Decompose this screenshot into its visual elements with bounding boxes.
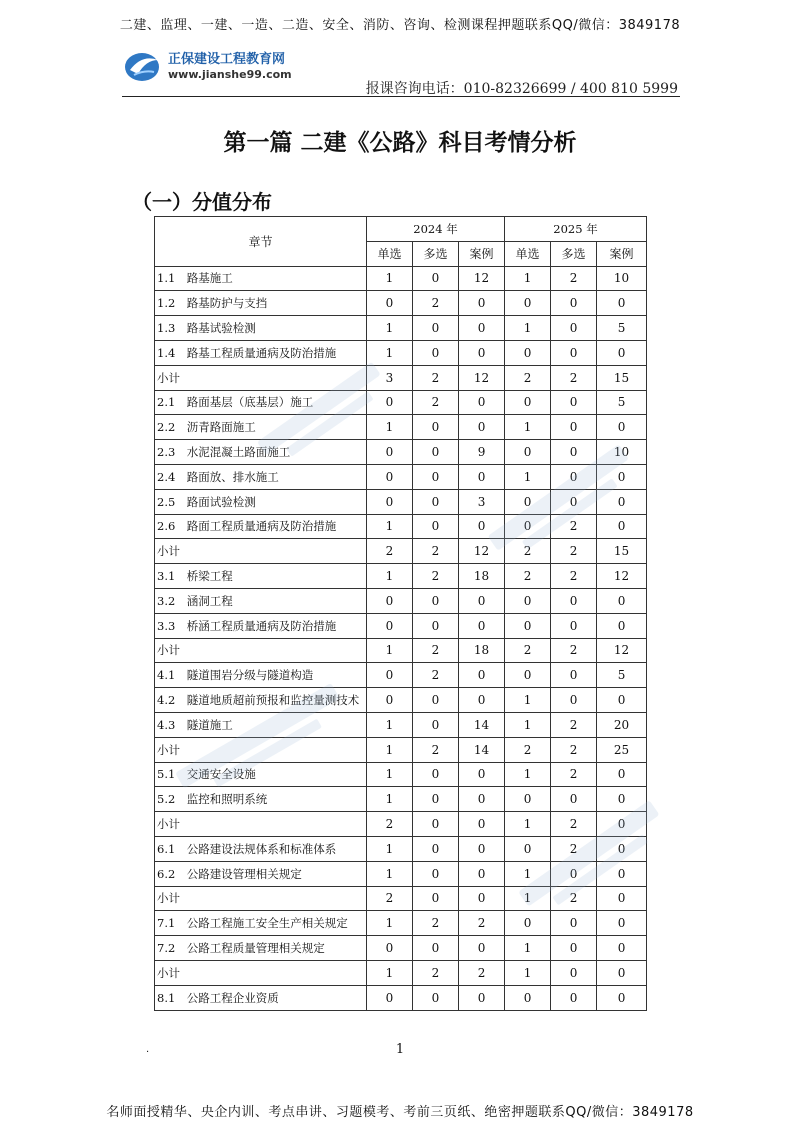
chapter-cell: 小计 <box>155 812 367 837</box>
score-cell: 2 <box>413 291 459 316</box>
score-cell: 1 <box>367 638 413 663</box>
score-cell: 0 <box>597 886 647 911</box>
table-row <box>155 291 647 316</box>
score-cell: 3 <box>459 489 505 514</box>
header-year-2025: 2025 年 <box>505 217 647 242</box>
score-cell: 2 <box>551 762 597 787</box>
score-cell: 0 <box>597 514 647 539</box>
score-cell: 12 <box>459 539 505 564</box>
chapter-cell: 5.1 交通安全设施 <box>155 762 367 787</box>
score-cell: 0 <box>459 886 505 911</box>
score-cell: 10 <box>597 266 647 291</box>
score-cell: 0 <box>459 936 505 961</box>
score-cell: 2 <box>413 638 459 663</box>
score-cell: 0 <box>505 489 551 514</box>
score-cell: 0 <box>413 316 459 341</box>
table-row <box>155 613 647 638</box>
score-cell: 2 <box>413 911 459 936</box>
score-cell: 0 <box>551 787 597 812</box>
score-cell: 0 <box>413 464 459 489</box>
logo-brand: 正保建设工程教育网 <box>168 52 286 67</box>
score-cell: 2 <box>505 539 551 564</box>
score-cell: 0 <box>413 861 459 886</box>
score-cell: 0 <box>597 489 647 514</box>
score-cell: 1 <box>367 762 413 787</box>
score-cell: 0 <box>597 340 647 365</box>
score-cell: 0 <box>551 390 597 415</box>
score-cell: 0 <box>597 836 647 861</box>
score-cell: 0 <box>551 316 597 341</box>
subheader-cell: 单选 <box>367 241 413 266</box>
score-cell: 0 <box>459 613 505 638</box>
score-cell: 2 <box>413 539 459 564</box>
score-cell: 2 <box>367 812 413 837</box>
page-title: 第一篇 二建《公路》科目考情分析 <box>223 130 577 156</box>
score-cell: 2 <box>551 812 597 837</box>
score-cell: 2 <box>413 390 459 415</box>
score-cell: 14 <box>459 712 505 737</box>
chapter-cell: 1.1 路基施工 <box>155 266 367 291</box>
table-row <box>155 737 647 762</box>
score-cell: 1 <box>367 266 413 291</box>
chapter-cell: 2.2 沥青路面施工 <box>155 415 367 440</box>
table-row <box>155 638 647 663</box>
chapter-cell: 小计 <box>155 886 367 911</box>
score-cell: 0 <box>367 489 413 514</box>
score-cell: 0 <box>459 390 505 415</box>
table-row <box>155 985 647 1010</box>
score-cell: 0 <box>505 985 551 1010</box>
score-cell: 0 <box>597 861 647 886</box>
header-year-2024: 2024 年 <box>367 217 505 242</box>
score-cell: 1 <box>505 688 551 713</box>
score-cell: 5 <box>597 390 647 415</box>
score-cell: 2 <box>413 365 459 390</box>
score-cell: 0 <box>413 787 459 812</box>
score-cell: 3 <box>367 365 413 390</box>
score-cell: 0 <box>459 514 505 539</box>
table-row <box>155 390 647 415</box>
score-cell: 0 <box>597 688 647 713</box>
score-cell: 0 <box>597 588 647 613</box>
score-cell: 2 <box>551 712 597 737</box>
score-cell: 18 <box>459 638 505 663</box>
score-cell: 0 <box>597 985 647 1010</box>
score-cell: 0 <box>551 911 597 936</box>
score-cell: 1 <box>367 960 413 985</box>
score-cell: 2 <box>367 886 413 911</box>
score-cell: 0 <box>551 489 597 514</box>
score-cell: 0 <box>413 886 459 911</box>
score-cell: 0 <box>413 340 459 365</box>
chapter-cell: 4.2 隧道地质超前预报和监控量测技术 <box>155 688 367 713</box>
hotline: 报课咨询电话：010-82326699 / 400 810 5999 <box>365 81 678 97</box>
table-row <box>155 464 647 489</box>
subheader-cell: 多选 <box>551 241 597 266</box>
score-cell: 1 <box>505 712 551 737</box>
score-cell: 0 <box>413 812 459 837</box>
table-row <box>155 688 647 713</box>
site-logo[interactable] <box>124 48 344 88</box>
score-cell: 0 <box>597 464 647 489</box>
chapter-cell: 4.3 隧道施工 <box>155 712 367 737</box>
table-row <box>155 861 647 886</box>
chapter-cell: 2.3 水泥混凝土路面施工 <box>155 440 367 465</box>
page-number: 1 <box>395 1042 405 1057</box>
score-cell: 9 <box>459 440 505 465</box>
score-cell: 0 <box>505 390 551 415</box>
table-row <box>155 787 647 812</box>
chapter-cell: 2.6 路面工程质量通病及防治措施 <box>155 514 367 539</box>
score-cell: 1 <box>367 340 413 365</box>
chapter-cell: 1.4 路基工程质量通病及防治措施 <box>155 340 367 365</box>
score-cell: 2 <box>413 663 459 688</box>
chapter-cell: 3.3 桥涵工程质量通病及防治措施 <box>155 613 367 638</box>
score-cell: 0 <box>459 985 505 1010</box>
score-cell: 2 <box>551 886 597 911</box>
score-cell: 0 <box>597 812 647 837</box>
logo-swoosh-icon <box>124 50 164 84</box>
score-cell: 0 <box>551 688 597 713</box>
table-row <box>155 886 647 911</box>
score-cell: 2 <box>551 266 597 291</box>
score-cell: 1 <box>505 936 551 961</box>
score-cell: 0 <box>413 613 459 638</box>
chapter-cell: 4.1 隧道围岩分级与隧道构造 <box>155 663 367 688</box>
score-cell: 0 <box>505 588 551 613</box>
subheader-cell: 案例 <box>459 241 505 266</box>
score-cell: 0 <box>413 440 459 465</box>
score-distribution-table <box>154 216 647 1011</box>
score-cell: 2 <box>551 564 597 589</box>
score-cell: 1 <box>367 737 413 762</box>
score-cell: 2 <box>413 564 459 589</box>
table-row <box>155 489 647 514</box>
chapter-cell: 6.2 公路建设管理相关规定 <box>155 861 367 886</box>
subheader-cell: 单选 <box>505 241 551 266</box>
score-cell: 0 <box>597 787 647 812</box>
score-cell: 18 <box>459 564 505 589</box>
score-cell: 2 <box>505 737 551 762</box>
table-row <box>155 663 647 688</box>
table-body <box>155 266 647 1010</box>
header-chapter: 章节 <box>155 217 367 267</box>
section-heading: （一）分值分布 <box>132 190 272 214</box>
score-cell: 0 <box>551 960 597 985</box>
score-cell: 0 <box>459 340 505 365</box>
score-cell: 0 <box>459 663 505 688</box>
chapter-cell: 小计 <box>155 737 367 762</box>
score-cell: 0 <box>551 588 597 613</box>
score-cell: 12 <box>597 564 647 589</box>
score-cell: 0 <box>459 836 505 861</box>
chapter-cell: 5.2 监控和照明系统 <box>155 787 367 812</box>
score-cell: 0 <box>367 291 413 316</box>
score-cell: 0 <box>367 985 413 1010</box>
chapter-cell: 小计 <box>155 539 367 564</box>
score-cell: 14 <box>459 737 505 762</box>
score-cell: 1 <box>505 762 551 787</box>
table-row <box>155 762 647 787</box>
score-cell: 0 <box>597 762 647 787</box>
score-cell: 0 <box>459 464 505 489</box>
score-cell: 0 <box>367 588 413 613</box>
table-row <box>155 936 647 961</box>
table-row <box>155 712 647 737</box>
score-cell: 1 <box>367 564 413 589</box>
score-cell: 1 <box>505 464 551 489</box>
score-cell: 0 <box>459 861 505 886</box>
score-cell: 0 <box>551 613 597 638</box>
score-cell: 0 <box>459 762 505 787</box>
score-cell: 15 <box>597 539 647 564</box>
score-cell: 1 <box>367 514 413 539</box>
score-cell: 0 <box>367 688 413 713</box>
score-cell: 0 <box>367 613 413 638</box>
score-cell: 25 <box>597 737 647 762</box>
table-row <box>155 266 647 291</box>
score-cell: 2 <box>505 365 551 390</box>
chapter-cell: 8.1 公路工程企业资质 <box>155 985 367 1010</box>
score-cell: 0 <box>505 514 551 539</box>
score-cell: 1 <box>367 861 413 886</box>
score-cell: 1 <box>505 415 551 440</box>
table-row <box>155 564 647 589</box>
chapter-cell: 3.2 涵洞工程 <box>155 588 367 613</box>
table-row <box>155 539 647 564</box>
score-cell: 0 <box>597 960 647 985</box>
chapter-cell: 2.5 路面试验检测 <box>155 489 367 514</box>
table-row <box>155 365 647 390</box>
table-row <box>155 514 647 539</box>
score-cell: 0 <box>367 936 413 961</box>
score-cell: 0 <box>505 291 551 316</box>
header-divider <box>122 96 680 97</box>
table-row <box>155 836 647 861</box>
score-cell: 0 <box>459 787 505 812</box>
table-row <box>155 415 647 440</box>
score-cell: 2 <box>367 539 413 564</box>
score-cell: 1 <box>505 861 551 886</box>
table-row <box>155 960 647 985</box>
score-cell: 0 <box>551 340 597 365</box>
table-row <box>155 911 647 936</box>
score-cell: 2 <box>551 836 597 861</box>
chapter-cell: 7.1 公路工程施工安全生产相关规定 <box>155 911 367 936</box>
bottom-banner: 名师面授精华、央企内训、考点串讲、习题模考、考前三页纸、绝密押题联系QQ/微信：3849178 <box>106 1105 694 1120</box>
score-cell: 0 <box>551 415 597 440</box>
score-cell: 2 <box>551 737 597 762</box>
score-cell: 0 <box>505 340 551 365</box>
score-cell: 12 <box>459 266 505 291</box>
table-row <box>155 316 647 341</box>
score-cell: 0 <box>551 985 597 1010</box>
score-cell: 12 <box>597 638 647 663</box>
score-cell: 2 <box>459 911 505 936</box>
score-cell: 0 <box>505 836 551 861</box>
score-cell: 0 <box>597 936 647 961</box>
score-cell: 1 <box>367 911 413 936</box>
score-cell: 0 <box>551 861 597 886</box>
score-cell: 1 <box>505 266 551 291</box>
score-cell: 15 <box>597 365 647 390</box>
score-cell: 10 <box>597 440 647 465</box>
score-cell: 0 <box>459 812 505 837</box>
score-cell: 0 <box>413 415 459 440</box>
score-cell: 0 <box>505 663 551 688</box>
score-cell: 0 <box>413 985 459 1010</box>
score-cell: 0 <box>459 688 505 713</box>
chapter-cell: 小计 <box>155 960 367 985</box>
score-cell: 1 <box>505 316 551 341</box>
score-cell: 0 <box>551 291 597 316</box>
chapter-cell: 6.1 公路建设法规体系和标准体系 <box>155 836 367 861</box>
chapter-cell: 小计 <box>155 638 367 663</box>
score-cell: 2 <box>505 638 551 663</box>
score-cell: 2 <box>505 564 551 589</box>
score-cell: 1 <box>367 836 413 861</box>
score-cell: 12 <box>459 365 505 390</box>
score-cell: 2 <box>551 638 597 663</box>
score-cell: 2 <box>413 960 459 985</box>
score-cell: 2 <box>551 514 597 539</box>
chapter-cell: 2.1 路面基层（底基层）施工 <box>155 390 367 415</box>
score-cell: 0 <box>459 316 505 341</box>
score-cell: 0 <box>551 936 597 961</box>
score-cell: 2 <box>459 960 505 985</box>
score-cell: 0 <box>597 613 647 638</box>
chapter-cell: 3.1 桥梁工程 <box>155 564 367 589</box>
score-cell: 0 <box>413 712 459 737</box>
table-row <box>155 340 647 365</box>
score-cell: 0 <box>597 291 647 316</box>
score-cell: 0 <box>597 415 647 440</box>
score-cell: 0 <box>367 440 413 465</box>
top-banner: 二建、监理、一建、一造、二造、安全、消防、咨询、检测课程押题联系QQ/微信：3849178 <box>119 18 681 33</box>
score-cell: 1 <box>367 316 413 341</box>
score-cell: 0 <box>505 613 551 638</box>
score-cell: 0 <box>413 514 459 539</box>
chapter-cell: 2.4 路面放、排水施工 <box>155 464 367 489</box>
chapter-cell: 1.2 路基防护与支挡 <box>155 291 367 316</box>
score-cell: 0 <box>367 390 413 415</box>
score-cell: 0 <box>413 762 459 787</box>
score-cell: 0 <box>413 588 459 613</box>
table-row <box>155 588 647 613</box>
score-cell: 1 <box>505 960 551 985</box>
score-cell: 0 <box>459 291 505 316</box>
footer-dot: . <box>146 1044 150 1055</box>
score-cell: 1 <box>367 415 413 440</box>
score-cell: 0 <box>367 663 413 688</box>
score-cell: 0 <box>505 787 551 812</box>
score-cell: 2 <box>551 365 597 390</box>
logo-url: www.jianshe99.com <box>168 68 292 81</box>
score-cell: 1 <box>367 712 413 737</box>
score-cell: 1 <box>505 886 551 911</box>
score-cell: 5 <box>597 663 647 688</box>
score-cell: 0 <box>459 588 505 613</box>
score-cell: 0 <box>413 936 459 961</box>
score-cell: 0 <box>367 464 413 489</box>
score-cell: 0 <box>413 836 459 861</box>
score-cell: 0 <box>551 464 597 489</box>
score-cell: 5 <box>597 316 647 341</box>
score-cell: 0 <box>413 266 459 291</box>
score-cell: 0 <box>459 415 505 440</box>
subheader-cell: 案例 <box>597 241 647 266</box>
score-cell: 0 <box>505 911 551 936</box>
subheader-cell: 多选 <box>413 241 459 266</box>
score-cell: 0 <box>597 911 647 936</box>
table-row <box>155 812 647 837</box>
score-cell: 0 <box>505 440 551 465</box>
score-cell: 0 <box>413 688 459 713</box>
chapter-cell: 1.3 路基试验检测 <box>155 316 367 341</box>
table-row <box>155 440 647 465</box>
score-cell: 0 <box>551 440 597 465</box>
score-cell: 2 <box>551 539 597 564</box>
chapter-cell: 小计 <box>155 365 367 390</box>
score-cell: 2 <box>413 737 459 762</box>
score-cell: 0 <box>413 489 459 514</box>
score-cell: 0 <box>551 663 597 688</box>
score-cell: 1 <box>505 812 551 837</box>
chapter-cell: 7.2 公路工程质量管理相关规定 <box>155 936 367 961</box>
score-cell: 1 <box>367 787 413 812</box>
score-cell: 20 <box>597 712 647 737</box>
